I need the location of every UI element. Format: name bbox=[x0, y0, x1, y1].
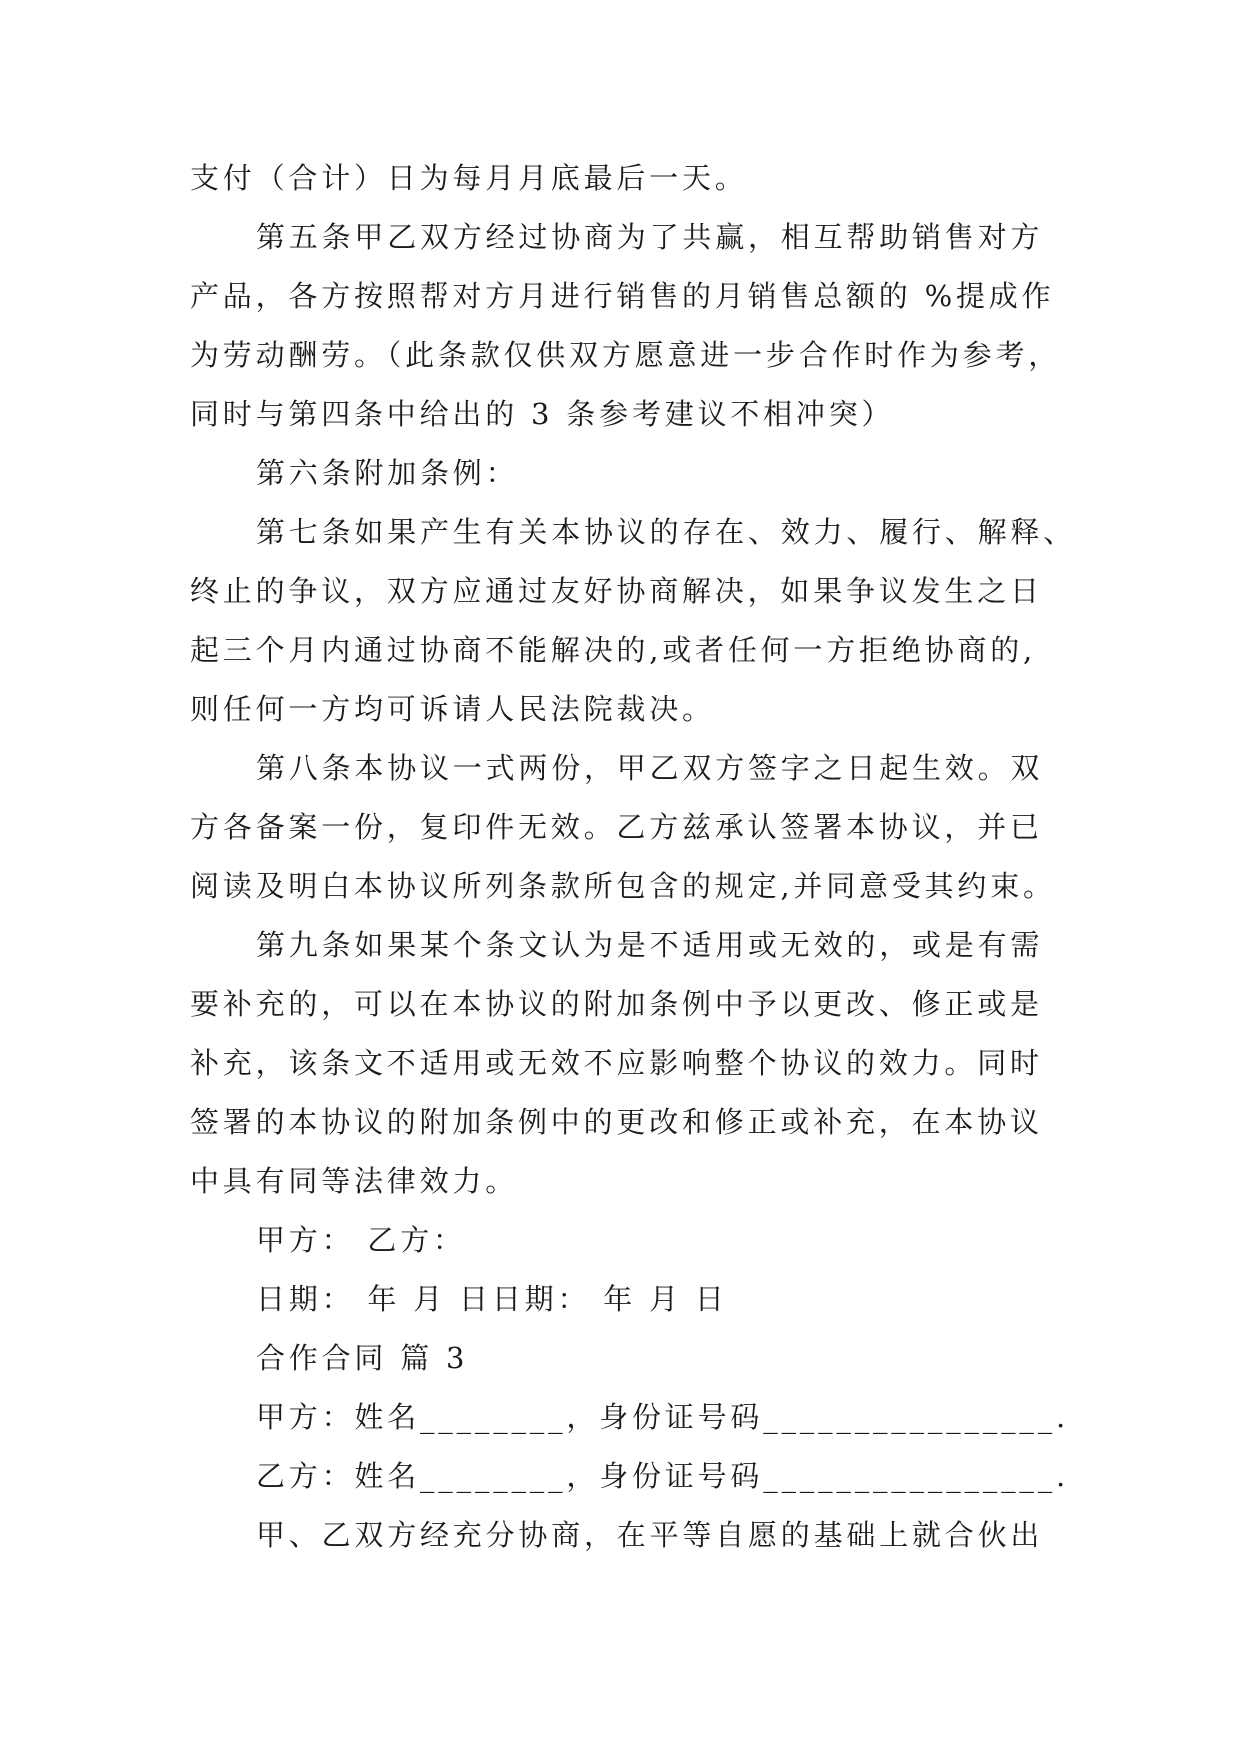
text-line-4: 为劳动酬劳。（此条款仅供双方愿意进一步合作时作为参考， bbox=[190, 338, 1062, 372]
text-line-9: 起三个月内通过协商不能解决的,或者任何一方拒绝协商的, bbox=[190, 633, 1037, 667]
signature-dates-line: 日期： 年 月 日日期： 年 月 日 bbox=[256, 1282, 728, 1316]
text-line-7: 第七条如果产生有关本协议的存在、效力、履行、解释、 bbox=[256, 515, 1077, 549]
signature-parties-line: 甲方： 乙方： bbox=[256, 1223, 466, 1257]
text-line-15: 要补充的，可以在本协议的附加条例中予以更改、修正或是 bbox=[190, 987, 1043, 1021]
text-line-17: 签署的本协议的附加条例中的更改和修正或补充，在本协议 bbox=[190, 1105, 1043, 1139]
text-line-2: 第五条甲乙双方经过协商为了共赢，相互帮助销售对方 bbox=[256, 220, 1044, 254]
party-b-line: 乙方：姓名________，身份证号码________________. bbox=[256, 1459, 1070, 1493]
text-line-16: 补充，该条文不适用或无效不应影响整个协议的效力。同时 bbox=[190, 1046, 1043, 1080]
text-line-18: 中具有同等法律效力。 bbox=[190, 1164, 519, 1198]
text-line-12: 方各备案一份，复印件无效。乙方兹承认签署本协议，并已 bbox=[190, 810, 1043, 844]
text-line-11: 第八条本协议一式两份，甲乙双方签字之日起生效。双 bbox=[256, 751, 1044, 785]
text-line-1: 支付（合计）日为每月月底最后一天。 bbox=[190, 161, 748, 195]
section-heading: 合作合同 篇 3 bbox=[256, 1341, 469, 1375]
text-line-24: 甲、乙双方经充分协商，在平等自愿的基础上就合伙出 bbox=[256, 1518, 1044, 1552]
text-line-5: 同时与第四条中给出的 3 条参考建议不相冲突） bbox=[190, 397, 895, 431]
text-line-14: 第九条如果某个条文认为是不适用或无效的，或是有需 bbox=[256, 928, 1044, 962]
text-line-8: 终止的争议，双方应通过友好协商解决，如果争议发生之日 bbox=[190, 574, 1043, 608]
text-line-10: 则任何一方均可诉请人民法院裁决。 bbox=[190, 692, 715, 726]
text-line-13: 阅读及明白本协议所列条款所包含的规定,并同意受其约束。 bbox=[190, 869, 1056, 903]
text-line-3: 产品，各方按照帮对方月进行销售的月销售总额的 %提成作 bbox=[190, 279, 1055, 313]
party-a-line: 甲方：姓名________，身份证号码________________. bbox=[256, 1400, 1070, 1434]
text-line-6: 第六条附加条例： bbox=[256, 456, 519, 490]
